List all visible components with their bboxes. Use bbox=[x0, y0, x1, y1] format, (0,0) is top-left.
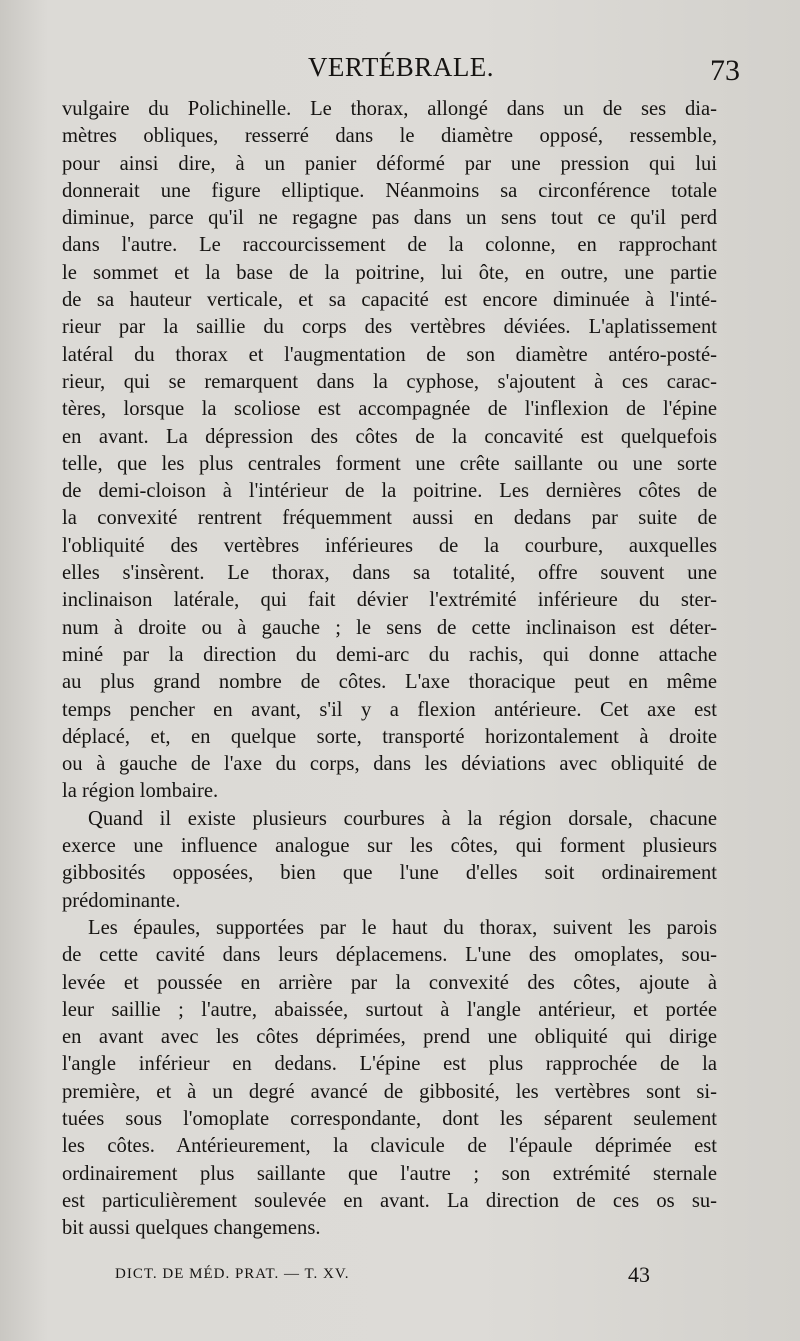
text-line: latéral du thorax et l'augmentation de son diamètre antéro-posté- bbox=[62, 343, 717, 366]
text-line: telle, que les plus centrales forment une crête saillante ou une sorte bbox=[62, 452, 717, 475]
text-line: mètres obliques, resserré dans le diamètre opposé, ressemble, bbox=[62, 125, 717, 148]
text-line: tères, lorsque la scoliose est accompagnée de l'inflexion de l'épine bbox=[62, 398, 717, 421]
text-line: en avant avec les côtes déprimées, prend une obliquité qui dirige bbox=[62, 1026, 717, 1049]
text-line: donnerait une figure elliptique. Néanmoins sa circonférence totale bbox=[62, 179, 717, 202]
text-line: ou à gauche de l'axe du corps, dans les déviations avec obliquité de bbox=[62, 753, 717, 776]
text-line: inclinaison latérale, qui fait dévier l'extrémité inférieure du ster- bbox=[62, 589, 717, 612]
text-line: levée et poussée en arrière par la convexité des côtes, ajoute à bbox=[62, 971, 717, 994]
text-line: Quand il existe plusieurs courbures à la région dorsale, chacune bbox=[88, 807, 717, 830]
page-header bbox=[62, 52, 740, 92]
text-line: l'obliquité des vertèbres inférieures de la courbure, auxquelles bbox=[62, 534, 717, 557]
text-line: num à droite ou à gauche ; le sens de cette inclinaison est déter- bbox=[62, 616, 717, 639]
text-line: de demi-cloison à l'intérieur de la poitrine. Les dernières côtes de bbox=[62, 480, 717, 503]
printer-signature: DICT. DE MÉD. PRAT. — T. XV. bbox=[115, 1266, 350, 1282]
text-line: elles s'insèrent. Le thorax, dans sa totalité, offre souvent une bbox=[62, 562, 717, 585]
text-line: première, et à un degré avancé de gibbosité, les vertèbres sont si- bbox=[62, 1080, 717, 1103]
text-line: miné par la direction du demi-arc du rachis, qui donne attache bbox=[62, 643, 717, 666]
text-line: diminue, parce qu'il ne regagne pas dans un sens tout ce qu'il perd bbox=[62, 207, 717, 230]
text-line: en avant. La dépression des côtes de la concavité est quelquefois bbox=[62, 425, 717, 448]
sheet-number: 43 bbox=[628, 1262, 650, 1287]
text-line: bit aussi quelques changemens. bbox=[62, 1217, 321, 1240]
body-text bbox=[62, 96, 717, 1242]
text-line: la convexité rentrent fréquemment aussi en dedans par suite de bbox=[62, 507, 717, 530]
text-line: au plus grand nombre de côtes. L'axe thoracique peut en même bbox=[62, 671, 717, 694]
text-line: déplacé, et, en quelque sorte, transporté horizontalement à droite bbox=[62, 725, 717, 748]
page-number: 73 bbox=[710, 54, 740, 87]
page-footer bbox=[115, 1262, 650, 1292]
text-line: tuées sous l'omoplate correspondante, dont les séparent seulement bbox=[62, 1107, 717, 1130]
text-line: exerce une influence analogue sur les côtes, qui forment plusieurs bbox=[62, 835, 717, 858]
text-line: le sommet et la base de la poitrine, lui ôte, en outre, une partie bbox=[62, 261, 717, 284]
text-line: les côtes. Antérieurement, la clavicule de l'épaule déprimée est bbox=[62, 1135, 717, 1158]
text-line: gibbosités opposées, bien que l'une d'elles soit ordinairement bbox=[62, 862, 717, 885]
text-line: pour ainsi dire, à un panier déformé par une pression qui lui bbox=[62, 152, 717, 175]
text-line: prédominante. bbox=[62, 889, 181, 912]
text-line: l'angle inférieur en dedans. L'épine est plus rapprochée de la bbox=[62, 1053, 717, 1076]
running-title: VERTÉBRALE. bbox=[307, 52, 495, 82]
text-line: Les épaules, supportées par le haut du thorax, suivent les parois bbox=[88, 916, 717, 939]
text-line: leur saillie ; l'autre, abaissée, surtout à l'angle antérieur, et portée bbox=[62, 998, 717, 1021]
text-line: rieur par la saillie du corps des vertèbres déviées. L'aplatissement bbox=[62, 316, 717, 339]
text-line: la région lombaire. bbox=[62, 780, 219, 803]
text-line: temps pencher en avant, s'il y a flexion antérieure. Cet axe est bbox=[62, 698, 717, 721]
text-line: vulgaire du Polichinelle. Le thorax, allongé dans un de ses dia- bbox=[62, 98, 717, 120]
text-line: ordinairement plus saillante que l'autre ; son extrémité sternale bbox=[62, 1162, 717, 1185]
text-line: est particulièrement soulevée en avant. La direction de ces os su- bbox=[62, 1189, 717, 1212]
text-line: dans l'autre. Le raccourcissement de la colonne, en rapprochant bbox=[62, 234, 717, 257]
text-line: de cette cavité dans leurs déplacemens. L'une des omoplates, sou- bbox=[62, 944, 717, 967]
text-line: rieur, qui se remarquent dans la cyphose, s'ajoutent à ces carac- bbox=[62, 370, 717, 393]
text-line: de sa hauteur verticale, et sa capacité est encore diminuée à l'inté- bbox=[62, 289, 717, 312]
